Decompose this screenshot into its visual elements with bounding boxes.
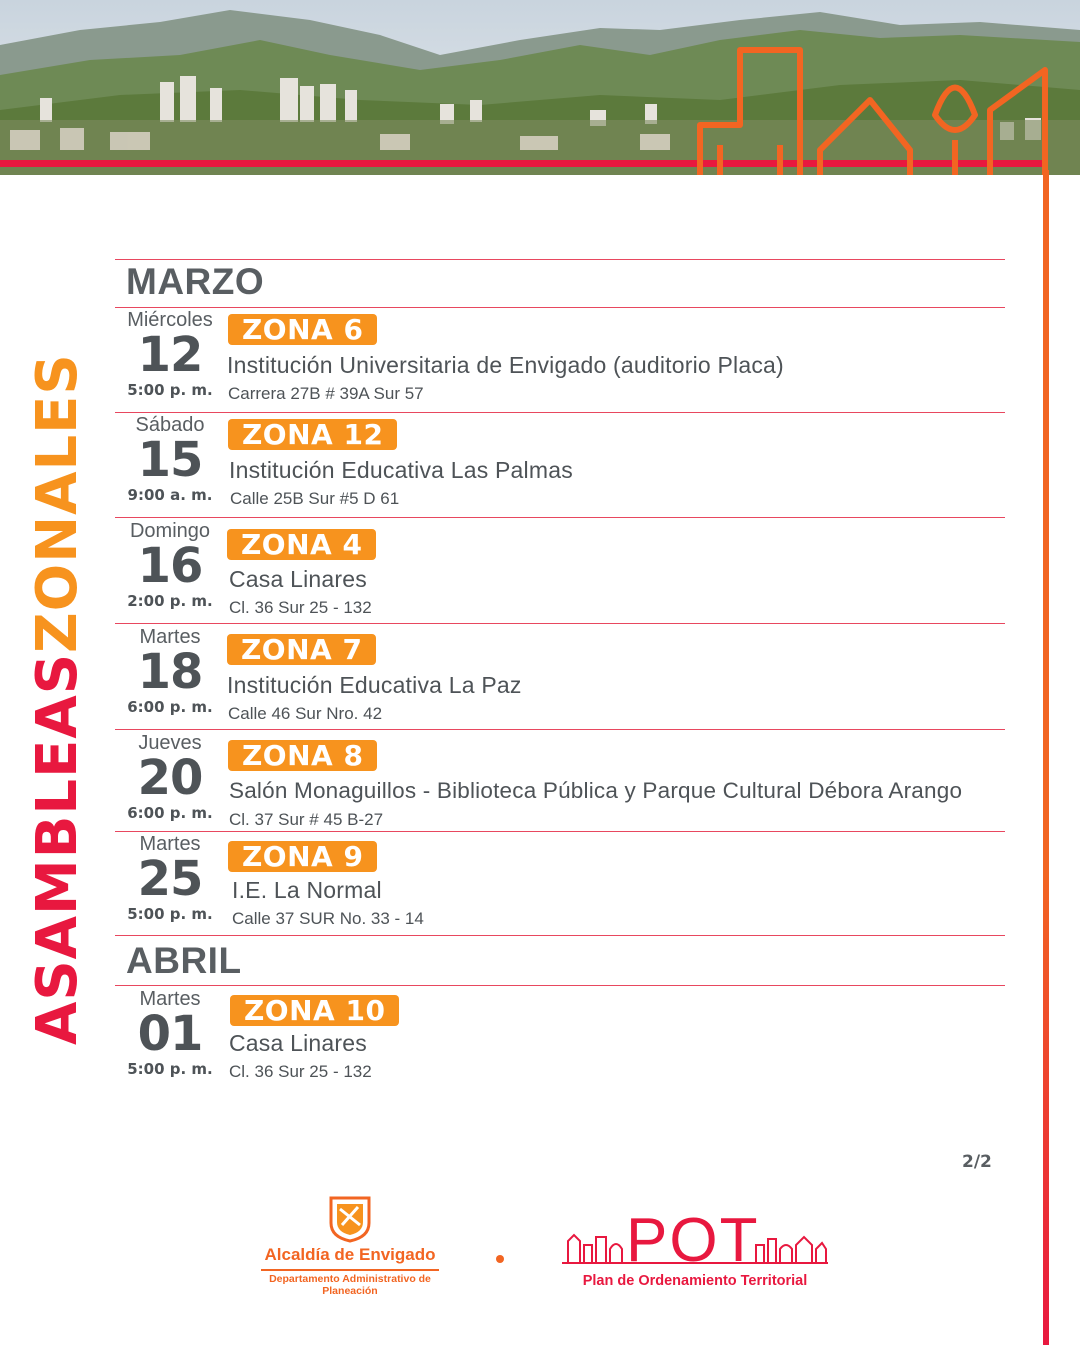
zone-badge: ZONA 6 — [228, 314, 377, 345]
event-address: Cl. 36 Sur 25 - 132 — [229, 598, 372, 617]
event-time: 6:00 p. m. — [127, 804, 213, 822]
event-entry — [115, 833, 1005, 933]
event-time: 5:00 p. m. — [127, 905, 213, 923]
page-number: 2/2 — [962, 1152, 992, 1172]
event-time: 9:00 a. m. — [127, 486, 213, 504]
divider — [115, 412, 1005, 413]
header-banner — [0, 0, 1080, 175]
event-time: 5:00 p. m. — [127, 1060, 213, 1078]
divider — [115, 259, 1005, 260]
pot-logo-text: POT — [626, 1206, 760, 1273]
event-weekday: Martes — [139, 988, 201, 1010]
event-time: 2:00 p. m. — [127, 592, 213, 610]
event-address: Calle 25B Sur #5 D 61 — [230, 489, 400, 508]
title-part2: ZONALES — [25, 353, 90, 653]
event-entry — [115, 732, 1005, 832]
event-weekday: Miércoles — [127, 309, 213, 331]
zone-badge: ZONA 8 — [228, 740, 377, 771]
event-date: 12 — [137, 327, 203, 383]
alcaldia-name: Alcaldía de Envigado — [264, 1245, 436, 1264]
divider — [115, 935, 1005, 936]
zone-badge: ZONA 12 — [228, 419, 397, 450]
divider — [115, 831, 1005, 832]
event-entry — [115, 988, 1005, 1088]
event-date: 25 — [137, 851, 203, 907]
alcaldia-rule — [261, 1269, 439, 1271]
divider — [115, 517, 1005, 518]
month-heading: ABRIL — [126, 940, 242, 981]
event-address: Carrera 27B # 39A Sur 57 — [228, 384, 424, 403]
pot-logo-graphic — [560, 1205, 830, 1273]
event-venue: Institución Educativa Las Palmas — [229, 457, 573, 483]
month-heading: MARZO — [126, 261, 265, 302]
divider — [115, 729, 1005, 730]
city-skyline-photo — [0, 0, 1080, 175]
divider — [115, 307, 1005, 308]
divider — [115, 623, 1005, 624]
event-weekday: Martes — [139, 626, 201, 648]
event-address: Calle 46 Sur Nro. 42 — [228, 704, 383, 723]
event-date: 01 — [137, 1006, 203, 1062]
alcaldia-department: Departamento Administrativo de Planeación — [269, 1273, 431, 1297]
event-entry — [115, 414, 1005, 514]
envigado-crest-icon — [328, 1195, 372, 1243]
event-date: 18 — [137, 644, 203, 700]
divider — [115, 985, 1005, 986]
separator-dot — [496, 1255, 504, 1263]
event-venue: Institución Educativa La Paz — [227, 672, 522, 698]
event-address: Cl. 36 Sur 25 - 132 — [229, 1062, 372, 1081]
event-venue: Casa Linares — [229, 566, 367, 592]
event-address: Calle 37 SUR No. 33 - 14 — [232, 909, 424, 928]
zone-badge: ZONA 7 — [227, 634, 376, 665]
zone-badge: ZONA 9 — [228, 841, 377, 872]
alcaldia-logo — [255, 1195, 445, 1297]
vertical-title — [25, 353, 90, 1045]
event-entry — [115, 626, 1005, 726]
event-weekday: Domingo — [129, 520, 211, 542]
event-time: 6:00 p. m. — [127, 698, 213, 716]
right-accent-line — [1043, 170, 1049, 1345]
event-entry — [115, 309, 1005, 409]
event-address: Cl. 37 Sur # 45 B-27 — [229, 810, 384, 829]
event-time: 5:00 p. m. — [127, 381, 213, 399]
pot-subtitle: Plan de Ordenamiento Territorial — [582, 1273, 808, 1289]
event-weekday: Sábado — [135, 414, 205, 436]
event-venue: Salón Monaguillos - Biblioteca Pública y Parque Cultural Débora Arango — [229, 778, 963, 803]
event-venue: Institución Universitaria de Envigado (auditorio Placa) — [227, 352, 784, 378]
event-weekday: Martes — [139, 833, 201, 855]
event-venue: Casa Linares — [229, 1030, 367, 1056]
pot-logo — [560, 1205, 830, 1289]
event-venue: I.E. La Normal — [232, 877, 382, 903]
event-date: 20 — [137, 750, 203, 806]
event-weekday: Jueves — [138, 732, 202, 754]
zone-badge: ZONA 10 — [230, 995, 399, 1026]
event-entry — [115, 520, 1005, 620]
event-date: 15 — [137, 432, 203, 488]
event-date: 16 — [137, 538, 203, 594]
title-part1: ASAMBLEAS — [25, 652, 90, 1045]
zone-badge: ZONA 4 — [227, 529, 376, 560]
